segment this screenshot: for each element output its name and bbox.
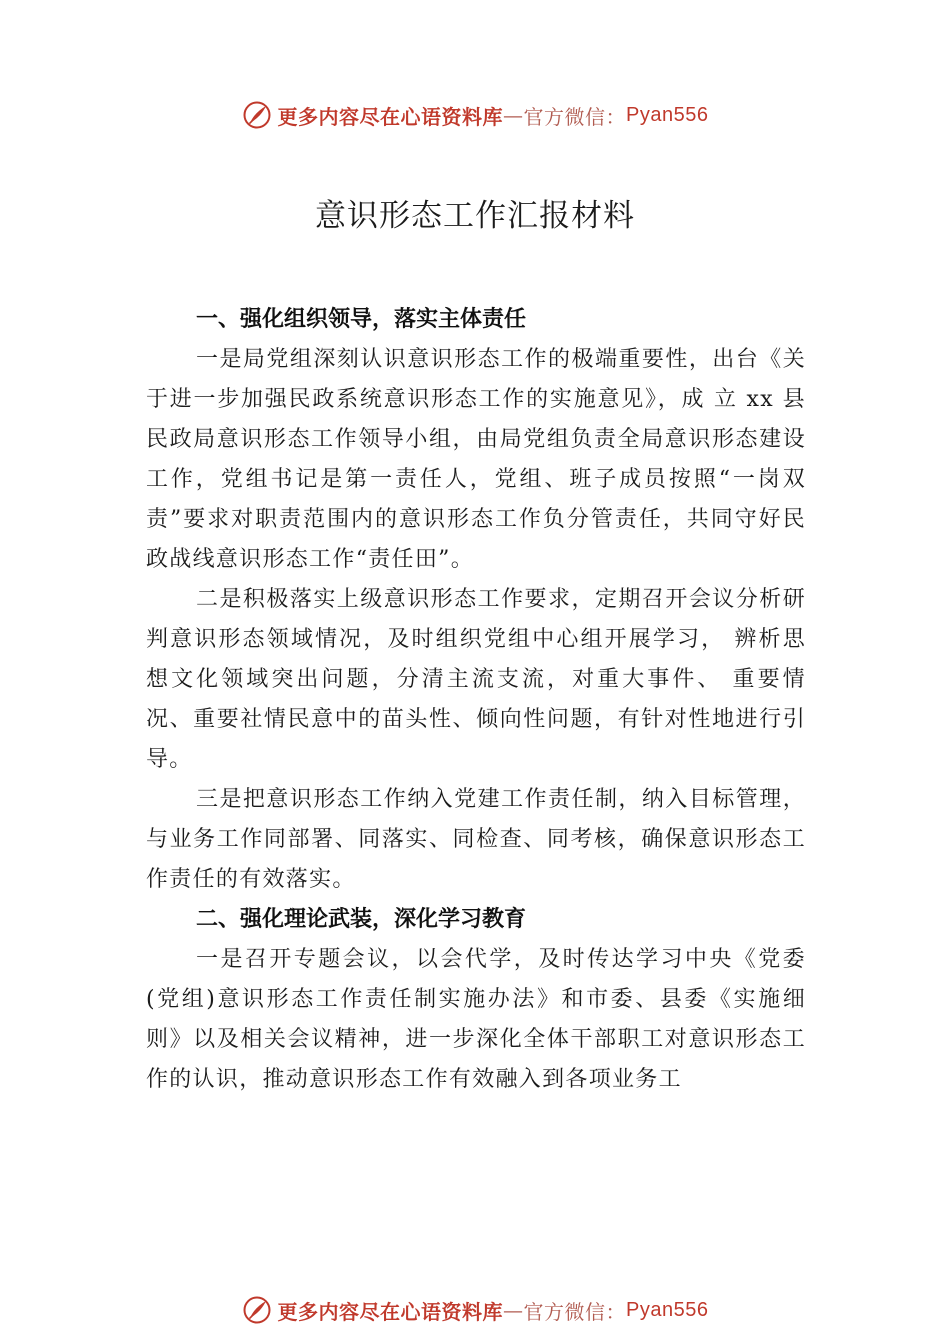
document-body (146, 300, 806, 1100)
quill-pen-seal-icon (242, 1295, 272, 1325)
section-1 (146, 300, 806, 900)
section-heading: 一、强化组织领导，落实主体责任 (196, 307, 527, 332)
document-title: 意识形态工作汇报材料 (315, 198, 635, 234)
watermark-label: 官方微信： (523, 1299, 627, 1324)
watermark-separator: — (503, 103, 524, 127)
watermark-header (0, 95, 950, 135)
watermark-main-text: 更多内容尽在心语资料库 (277, 1299, 504, 1324)
watermark-id: Pyan556 (626, 103, 709, 126)
section-2 (146, 900, 806, 1100)
quill-pen-seal-icon (242, 100, 272, 130)
watermark-footer (0, 1290, 950, 1330)
paragraph: 一是局党组深刻认识意识形态工作的极端重要性，出台《关于进一步加强民政系统意识形态工作的实施意见》，成 立 xx 县民政局意识形态工作领导小组，由局党组负责全局意识形态建设工作，党组书记是第一责任人，党组、班子成员按照“一岗双责”要求对职责范围内的意识形态工作负分管责任，共同守好民政战线意识形态工作“责任田”。 (146, 347, 806, 572)
section-heading: 二、强化理论武装，深化学习教育 (196, 907, 527, 932)
watermark-id: Pyan556 (626, 1298, 709, 1321)
watermark-label: 官方微信： (523, 104, 627, 129)
paragraph: 三是把意识形态工作纳入党建工作责任制，纳入目标管理，与业务工作同部署、同落实、同检查、同考核，确保意识形态工作责任的有效落实。 (146, 787, 806, 892)
watermark-separator: — (503, 1298, 524, 1322)
watermark-main-text: 更多内容尽在心语资料库 (277, 104, 504, 129)
paragraph: 一是召开专题会议，以会代学，及时传达学习中央《党委(党组)意识形态工作责任制实施办法》和市委、县委《实施细则》以及相关会议精神，进一步深化全体干部职工对意识形态工作的认识，推动意识形态工作有效融入到各项业务工 (146, 947, 806, 1092)
paragraph: 二是积极落实上级意识形态工作要求，定期召开会议分析研判意识形态领域情况，及时组织党组中心组开展学习， 辨析思想文化领域突出问题，分清主流支流，对重大事件、 重要情况、重要社情民意中的苗头性、倾向性问题，有针对性地进行引导。 (146, 587, 806, 772)
